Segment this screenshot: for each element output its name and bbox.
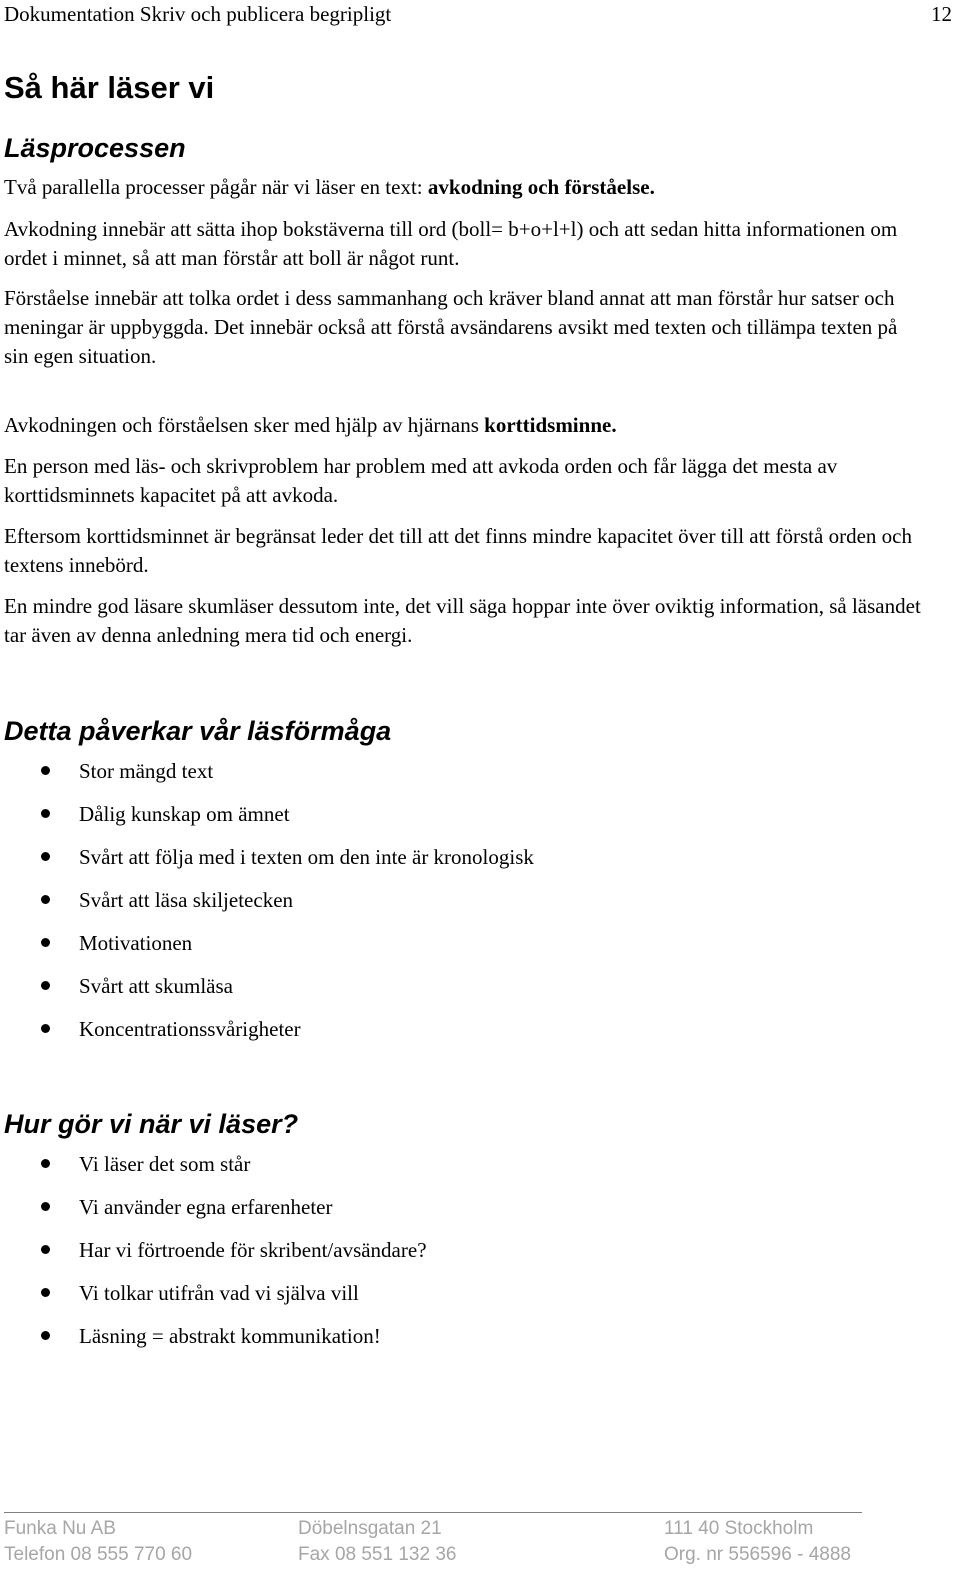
bullet-icon xyxy=(41,809,50,818)
bullet-icon xyxy=(41,938,50,947)
main-heading: Så här läser vi xyxy=(4,70,215,105)
list-item-text: Svårt att följa med i texten om den inte är kronologisk xyxy=(79,845,534,869)
list-item-text: Svårt att läsa skiljetecken xyxy=(79,888,294,912)
footer-street: Döbelnsgatan 21 xyxy=(298,1518,442,1539)
footer-phone: Telefon 08 555 770 60 xyxy=(4,1544,193,1565)
bullet-icon xyxy=(41,1202,50,1211)
bullet-icon xyxy=(41,1288,50,1297)
footer-fax: Fax 08 551 132 36 xyxy=(298,1544,457,1565)
paragraph-skumlaser: En mindre god läsare skumläser dessutom inte, det vill säga hoppar inte över oviktig information, så läsandet tar även av denna anledning mera tid och energi. xyxy=(4,594,921,647)
bullet-icon xyxy=(41,852,50,861)
list-item-text: Vi tolkar utifrån vad vi själva vill xyxy=(79,1281,359,1305)
paragraph-intro xyxy=(4,173,924,202)
heading-hur: Hur gör vi när vi läser? xyxy=(4,1109,299,1139)
page-number: 12 xyxy=(931,2,952,26)
list-item-text: Stor mängd text xyxy=(79,759,214,783)
paragraph-intro-bold: avkodning och förståelse. xyxy=(427,175,655,199)
heading-paverkar: Detta påverkar vår läsförmåga xyxy=(4,716,392,746)
footer-postal: 111 40 Stockholm xyxy=(664,1518,814,1539)
bullet-icon xyxy=(41,766,50,775)
list-item-text: Läsning = abstrakt kommunikation! xyxy=(79,1324,381,1348)
bullet-icon xyxy=(41,1331,50,1340)
list-item-text: Vi använder egna erfarenheter xyxy=(79,1195,333,1219)
list-item-text: Har vi förtroende för skribent/avsändare? xyxy=(79,1238,427,1262)
heading-lasprocessen: Läsprocessen xyxy=(4,133,186,163)
list-item-text: Motivationen xyxy=(79,931,193,955)
bullet-icon xyxy=(41,1159,50,1168)
bullet-icon xyxy=(41,1245,50,1254)
paragraph-forstaelse: Förståelse innebär att tolka ordet i dess sammanhang och kräver bland annat att man förstår hur satser och meningar är uppbyggda. Det innebär också att förstå avsändarens avsikt med texten och tillämpa texten på sin egen situation. xyxy=(4,286,898,368)
list-item-text: Koncentrationssvårigheter xyxy=(79,1017,301,1041)
list-item-text: Vi läser det som står xyxy=(79,1152,251,1176)
list-item-text: Dålig kunskap om ämnet xyxy=(79,802,290,826)
page-header xyxy=(4,0,952,30)
paragraph-korttidsminne-bold: korttidsminne. xyxy=(484,413,617,437)
paragraph-intro-text: Två parallella processer pågår när vi läser en text: xyxy=(4,175,428,199)
paragraph-korttidsminne xyxy=(4,411,924,440)
paragraph-korttidsminne-text: Avkodningen och förståelsen sker med hjälp av hjärnans xyxy=(4,413,485,437)
footer-org-nr: Org. nr 556596 - 4888 xyxy=(664,1544,851,1565)
footer-company: Funka Nu AB xyxy=(4,1518,116,1539)
page-footer xyxy=(4,1516,884,1580)
footer-divider xyxy=(4,1512,862,1513)
paragraph-avkodning: Avkodning innebär att sätta ihop bokstäverna till ord (boll= b+o+l+l) och att sedan hitta informationen om ordet i minnet, så att man förstår att boll är något runt. xyxy=(4,217,898,270)
bullet-icon xyxy=(41,1024,50,1033)
bullet-icon xyxy=(41,981,50,990)
paragraph-las-skrivproblem: En person med läs- och skrivproblem har problem med att avkoda orden och får lägga det mesta av korttidsminnets kapacitet på att avkoda. xyxy=(4,454,838,507)
list-item-text: Svårt att skumläsa xyxy=(79,974,233,998)
paragraph-begransat: Eftersom korttidsminnet är begränsat leder det till att det finns mindre kapacitet över till att förstå orden och textens innebörd. xyxy=(4,524,912,577)
document-title: Dokumentation Skriv och publicera begripligt xyxy=(4,2,392,26)
bullet-icon xyxy=(41,895,50,904)
